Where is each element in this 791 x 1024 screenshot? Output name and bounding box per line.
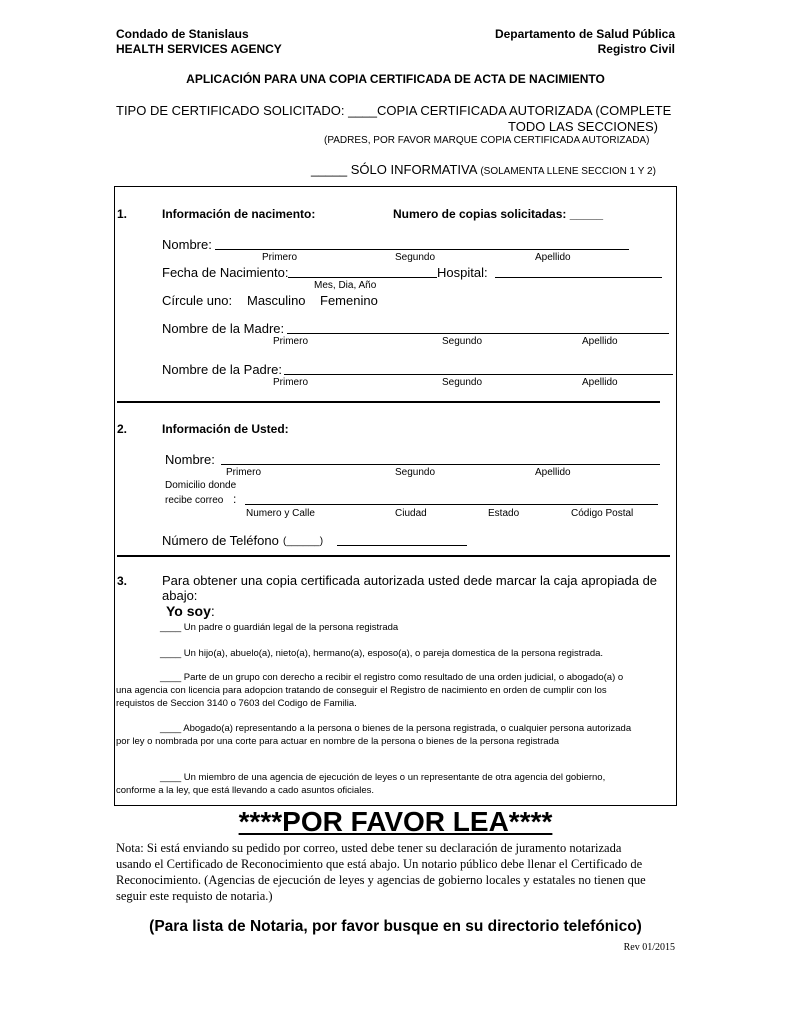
father-middle-hint: Segundo (442, 377, 483, 388)
phone-number-field[interactable] (337, 545, 467, 546)
info-only-label: _____ SÓLO INFORMATIVA (311, 162, 481, 177)
city-hint: Ciudad (395, 508, 427, 519)
info-only-note: (SOLAMENTA LLENE SECCION 1 Y 2) (480, 166, 656, 177)
birth-middle-hint: Segundo (395, 252, 436, 263)
section-divider (117, 401, 660, 403)
mother-middle-hint: Segundo (442, 336, 483, 347)
cert-type-label-cont: TODO LAS SECCIONES) (508, 119, 659, 134)
info-only-option[interactable] (311, 161, 656, 179)
mother-name-field[interactable] (287, 333, 669, 334)
dob-label: Fecha de Nacimiento: (162, 265, 289, 280)
birth-name-field[interactable] (215, 249, 629, 250)
department-name: Departamento de Salud Pública (494, 27, 675, 41)
section2-title: Información de Usted: (162, 422, 289, 436)
address-colon: : (233, 492, 237, 506)
section3-intro-line1: Para obtener una copia certificada autorizada usted dede marcar la caja apropiada de (162, 573, 658, 588)
notice-line: Nota: Si está enviando su pedido por correo, usted debe tener su declaración de juramento notarizada (116, 841, 622, 855)
revision-label: Rev 01/2015 (623, 942, 675, 953)
yo-soy-colon: : (210, 603, 215, 619)
mother-last-hint: Apellido (582, 336, 618, 347)
address-field[interactable] (245, 504, 658, 505)
zip-hint: Código Postal (571, 508, 634, 519)
dob-field[interactable] (288, 277, 437, 278)
section-divider (117, 555, 670, 557)
father-last-hint: Apellido (582, 377, 618, 388)
registry-name: Registro Civil (597, 42, 675, 56)
form-title: APLICACIÓN PARA UNA COPIA CERTIFICADA DE ACTA DE NACIMIENTO (186, 72, 605, 86)
gender-circle-label: Círcule uno: (162, 293, 233, 308)
dob-hint: Mes, Dia, Año (314, 280, 377, 291)
agency-name: HEALTH SERVICES AGENCY (116, 42, 282, 56)
section2-number: 2. (117, 422, 128, 436)
street-hint: Numero y Calle (246, 508, 315, 519)
applicant-name-field[interactable] (221, 464, 660, 465)
applicant-last-hint: Apellido (535, 467, 571, 478)
phone-label: Número de Teléfono (162, 533, 279, 548)
yo-soy-label (166, 603, 215, 619)
option-law-enforcement[interactable]: ____ Un miembro de una agencia de ejecución de leyes o un representante de otra agencia del gobierno, (160, 772, 606, 783)
address-label-1: Domicilio donde (165, 480, 237, 491)
applicant-name-label: Nombre: (165, 452, 215, 467)
applicant-first-hint: Primero (226, 467, 262, 478)
please-read-heading: ****POR FAVOR LEA**** (238, 806, 553, 837)
birth-name-label: Nombre: (162, 237, 212, 252)
option-court-order-cont2: requistos de Seccion 3140 o 7603 del Codigo de Familia. (116, 698, 357, 709)
father-name-label: Nombre de la Padre: (162, 362, 282, 377)
state-hint: Estado (488, 508, 520, 519)
gender-male-option[interactable]: Masculino (247, 293, 306, 308)
birth-first-hint: Primero (262, 252, 298, 263)
hospital-label: Hospital: (437, 265, 488, 280)
hospital-field[interactable] (495, 277, 662, 278)
gender-female-option[interactable]: Femenino (320, 293, 378, 308)
notice-line: usando el Certificado de Reconocimiento que está abajo. Un notario público debe llenar el Certificado de (116, 857, 643, 871)
yo-soy-text: Yo soy (166, 603, 211, 619)
birth-last-hint: Apellido (535, 252, 571, 263)
cert-type-label: TIPO DE CERTIFICADO SOLICITADO: ____COPIA CERTIFICADA AUTORIZADA (COMPLETE (116, 103, 672, 118)
phone-area-code-field[interactable]: (______) (283, 536, 324, 547)
notary-directory-note: (Para lista de Notaria, por favor busque en su directorio telefónico) (149, 918, 642, 935)
option-parent-guardian[interactable]: ____ Un padre o guardián legal de la persona registrada (160, 622, 399, 633)
option-attorney-cont: por ley o nombrada por una corte para actuar en nombre de la persona o bienes de la persona registrada (116, 736, 560, 747)
address-label-2: recibe correo (165, 495, 224, 506)
section1-title: Información de nacimento: (162, 207, 316, 221)
section3-intro-line2: abajo: (162, 588, 198, 603)
option-attorney[interactable]: ____ Abogado(a) representando a la persona o bienes de la persona registrada, o cualquier persona autorizada (160, 723, 632, 734)
notice-text (116, 840, 646, 904)
section1-number: 1. (117, 207, 128, 221)
option-court-order-cont1: una agencia con licencia para adopcion tratando de conseguir el Registro de nacimiento en orden de cumplir con los (116, 685, 607, 696)
county-name: Condado de Stanislaus (116, 27, 249, 41)
notice-line: seguir este requisto de notaria.) (116, 889, 273, 903)
option-court-order[interactable]: ____ Parte de un grupo con derecho a recibir el registro como resultado de una orden judicial, o abogado(a) o (160, 672, 624, 683)
option-family-member[interactable]: ____ Un hijo(a), abuelo(a), nieto(a), hermano(a), esposo(a), o pareja domestica de la persona registrada. (160, 648, 604, 659)
father-name-field[interactable] (284, 374, 673, 375)
section3-number: 3. (117, 574, 128, 588)
option-law-enforcement-cont: conforme a la ley, que está llevando a cado asuntos oficiales. (116, 785, 375, 796)
mother-name-label: Nombre de la Madre: (162, 321, 285, 336)
father-first-hint: Primero (273, 377, 309, 388)
notice-line: Reconocimiento. (Agencias de ejecución de leyes y agencias de gobierno locales y estatales no tienen que (116, 873, 646, 887)
applicant-middle-hint: Segundo (395, 467, 436, 478)
copies-requested-field[interactable]: Numero de copias solicitadas: _____ (393, 207, 604, 221)
cert-type-note: (PADRES, POR FAVOR MARQUE COPIA CERTIFICADA AUTORIZADA) (324, 135, 650, 146)
mother-first-hint: Primero (273, 336, 309, 347)
